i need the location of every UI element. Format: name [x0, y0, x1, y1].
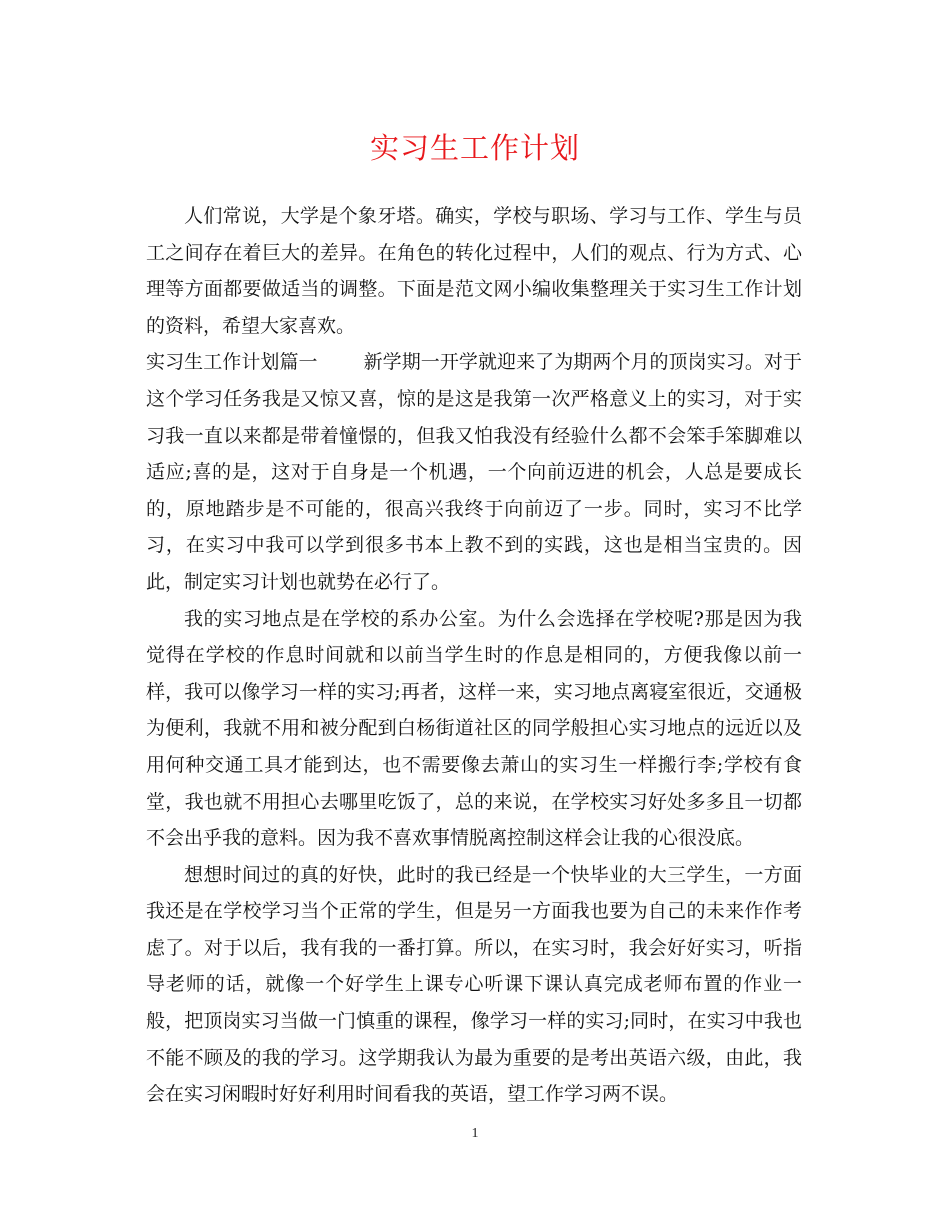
section-paragraph-1 [146, 344, 802, 600]
page-number: 1 [471, 1126, 479, 1141]
section-paragraph-2: 我的实习地点是在学校的系办公室。为什么会选择在学校呢?那是因为我觉得在学校的作息时间就和以前当学生时的作息是相同的，方便我像以前一样，我可以像学习一样的实习;再者，这样一来，实习地点离寝室很近，交通极为便利，我就不用和被分配到白杨街道社区的同学般担心实习地点的远近以及用何种交通工具才能到达，也不需要像去萧山的实习生一样搬行李;学校有食堂，我也就不用担心去哪里吃饭了，总的来说，在学校实习好处多多且一切都不会出乎我的意料。因为我不喜欢事情脱离控制这样会让我的心很没底。 [146, 607, 802, 850]
section-heading: 实习生工作计划篇一 [146, 351, 318, 374]
document-body [146, 198, 802, 1113]
document-title: 实习生工作计划 [369, 131, 580, 165]
section-paragraph-3: 想想时间过的真的好快，此时的我已经是一个快毕业的大三学生，一方面我还是在学校学习当个正常的学生，但是另一方面我也要为自己的未来作作考虑了。对于以后，我有我的一番打算。所以，在实习时，我会好好实习，听指导老师的话，就像一个好学生上课专心听课下课认真完成老师布置的作业一般，把顶岗实习当做一门慎重的课程，像学习一样的实习;同时，在实习中我也不能不顾及的我的学习。这学期我认为最为重要的是考出英语六级，由此，我会在实习闲暇时好好利用时间看我的英语，望工作学习两不误。 [146, 863, 802, 1106]
section-paragraph-1-text: 新学期一开学就迎来了为期两个月的顶岗实习。对于这个学习任务我是又惊又喜，惊的是这是我第一次严格意义上的实习，对于实习我一直以来都是带着憧憬的，但我又怕我没有经验什么都不会笨手笨脚难以适应;喜的是，这对于自身是一个机遇，一个向前迈进的机会，人总是要成长的，原地踏步是不可能的，很高兴我终于向前迈了一步。同时，实习不比学习，在实习中我可以学到很多书本上教不到的实践，这也是相当宝贵的。因此，制定实习计划也就势在必行了。 [146, 351, 802, 593]
intro-paragraph: 人们常说，大学是个象牙塔。确实，学校与职场、学习与工作、学生与员工之间存在着巨大的差异。在角色的转化过程中，人们的观点、行为方式、心理等方面都要做适当的调整。下面是范文网小编收集整理关于实习生工作计划的资料，希望大家喜欢。 [146, 205, 802, 337]
